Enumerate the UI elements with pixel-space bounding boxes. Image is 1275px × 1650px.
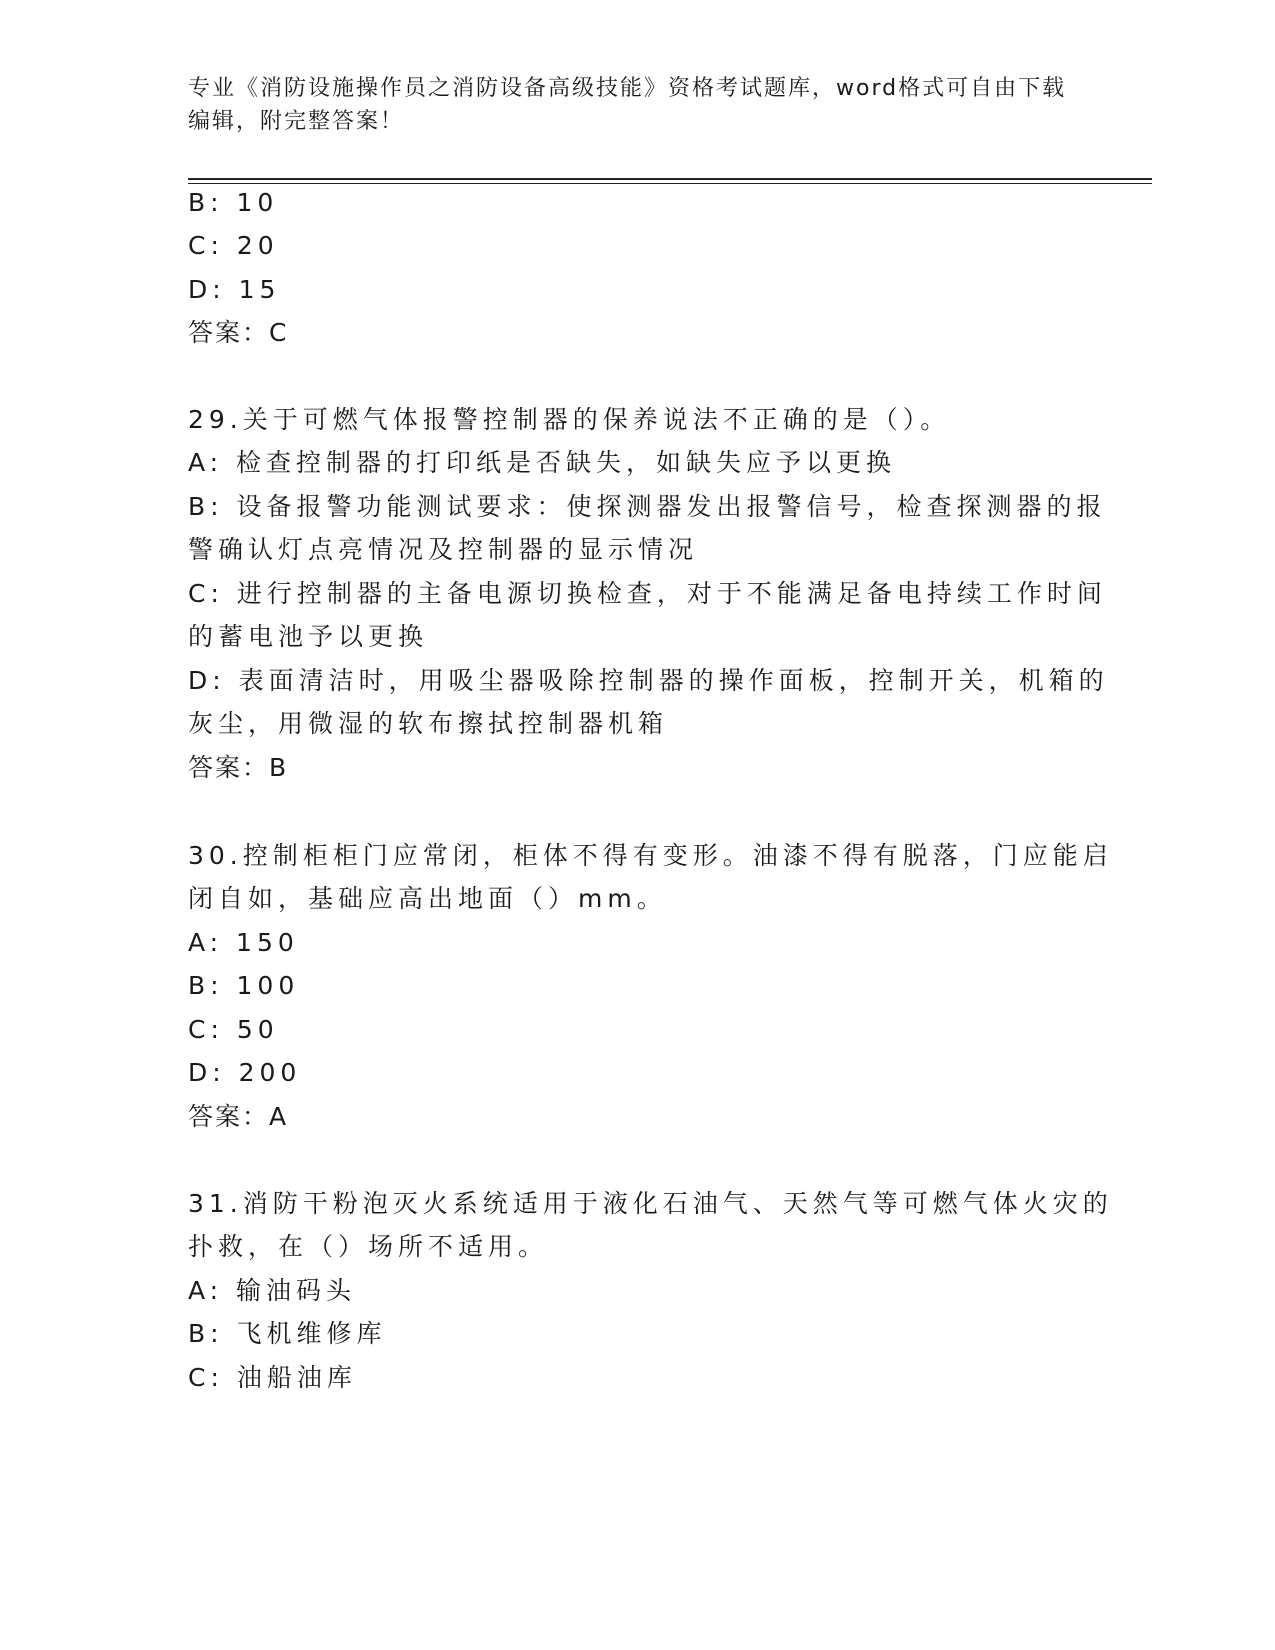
q29-option-b-line1: B: 设备报警功能测试要求：使探测器发出报警信号，检查探测器的报 <box>188 492 1107 521</box>
document-header: 专业《消防设施操作员之消防设备高级技能》资格考试题库，word格式可自由下载编辑，附完整答案！ <box>188 76 1067 134</box>
q29-option-b-line2: 警确认灯点亮情况及控制器的显示情况 <box>188 535 699 564</box>
q30-question-line2: 闭自如，基础应高出地面（）mm。 <box>188 884 667 913</box>
q29-question: 29.关于可燃气体报警控制器的保养说法不正确的是（）。 <box>188 405 951 434</box>
q29-answer: 答案：B <box>188 753 289 782</box>
q30-question-line1: 30.控制柜柜门应常闭，柜体不得有变形。油漆不得有脱落，门应能启 <box>188 841 1113 870</box>
q30-answer: 答案：A <box>188 1102 289 1131</box>
q29-option-c-line1: C: 进行控制器的主备电源切换检查，对于不能满足备电持续工作时间 <box>188 579 1107 608</box>
q29-option-a: A: 检查控制器的打印纸是否缺失，如缺失应予以更换 <box>188 448 897 477</box>
q28-answer: 答案：C <box>188 318 289 347</box>
q28-option-b: B: 10 <box>188 188 279 217</box>
q30-option-d: D: 200 <box>188 1058 302 1087</box>
q29-option-d-line1: D: 表面清洁时，用吸尘器吸除控制器的操作面板，控制开关，机箱的 <box>188 666 1109 695</box>
header-divider-thin <box>188 183 1152 184</box>
q30-option-b: B: 100 <box>188 971 300 1000</box>
q31-question-line2: 扑救，在（）场所不适用。 <box>188 1232 549 1261</box>
q28-option-c: C: 20 <box>188 231 279 260</box>
q28-option-d: D: 15 <box>188 275 281 304</box>
q31-option-c: C: 油船油库 <box>188 1363 357 1392</box>
q31-option-b: B: 飞机维修库 <box>188 1319 387 1348</box>
q30-option-a: A: 150 <box>188 928 299 957</box>
q30-option-c: C: 50 <box>188 1015 279 1044</box>
q31-option-a: A: 输油码头 <box>188 1276 357 1305</box>
header-divider-thick <box>188 178 1152 180</box>
q31-question-line1: 31.消防干粉泡灭火系统适用于液化石油气、天然气等可燃气体火灾的 <box>188 1189 1113 1218</box>
q29-option-c-line2: 的蓄电池予以更换 <box>188 622 429 651</box>
q29-option-d-line2: 灰尘，用微湿的软布擦拭控制器机箱 <box>188 709 669 738</box>
